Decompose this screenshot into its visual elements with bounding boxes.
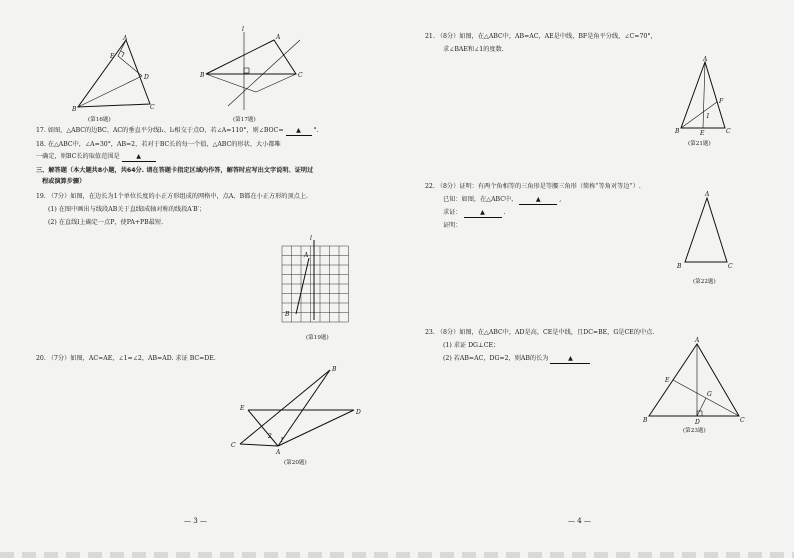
page-number: — 3 — (184, 517, 207, 525)
question-23-part2: (2) 若AB=AC，DG=2，则AB的长为 ▲ (443, 355, 590, 364)
question-18-line2: 一确定，则BC长的取值范围是 ▲ (36, 153, 156, 162)
figure-20 (228, 366, 368, 456)
fig21-caption: (第21题) (688, 141, 711, 147)
figure-16 (60, 32, 170, 112)
question-20: 20. （7分）如图，AC=AE，∠1=∠2，AB=AD. 求证 BC=DE. (36, 355, 216, 362)
page-number: — 4 — (568, 517, 591, 525)
svg-text:G: G (707, 391, 712, 398)
svg-text:B: B (72, 106, 77, 113)
question-19-part1: (1) 在图中画出与线段AB关于直线l成轴对称的线段A′B′； (48, 206, 206, 213)
svg-text:E: E (700, 130, 705, 137)
svg-text:B: B (332, 366, 337, 373)
svg-text:1: 1 (280, 437, 284, 444)
svg-text:D: D (695, 419, 700, 426)
svg-text:l: l (310, 235, 312, 242)
svg-text:C: C (298, 72, 303, 79)
figure-17 (198, 26, 318, 115)
svg-text:D: D (144, 74, 149, 81)
svg-text:B: B (285, 311, 290, 318)
answer-blank[interactable]: ▲ (122, 153, 156, 162)
svg-text:C: C (726, 128, 731, 135)
question-17: 17. 如图，△ABC的边BC、AC的垂直平分线l₁、l₂相交于点O，若∠A=110°，则∠BOC= ▲ °. (36, 127, 319, 134)
svg-text:A: A (703, 56, 708, 63)
figure-22 (677, 190, 747, 272)
fig16-caption: (第16题) (88, 117, 111, 123)
answer-blank[interactable]: ▲ (286, 127, 312, 136)
answer-blank[interactable]: ▲ (519, 196, 557, 205)
svg-text:F: F (719, 98, 724, 105)
svg-text:C: C (740, 417, 745, 424)
question-22-prove: 求证： ▲ . (443, 209, 506, 216)
svg-text:E: E (240, 405, 245, 412)
fig22-caption: (第22题) (693, 279, 716, 285)
svg-text:E: E (665, 377, 670, 384)
svg-text:A: A (705, 191, 710, 198)
fig20-caption: (第20题) (284, 460, 307, 466)
answer-blank[interactable]: ▲ (464, 209, 502, 218)
question-18-line1: 18. 在△ABC中，∠A=30°，AB=2，若对于BC长的每一个值，△ABC的形状、大小都唯 (36, 141, 281, 148)
question-22: 22. （8分）证明：有两个角相等的三角形是等腰三角形（简称“等角对等边”）. (425, 183, 641, 190)
svg-text:C: C (150, 104, 155, 111)
answer-blank[interactable]: ▲ (550, 355, 590, 364)
question-22-proof: 证明： (443, 222, 462, 229)
question-23: 23. （8分）如图，在△ABC中，AD是高，CE是中线，且DC=BE，G是CE的中点. (425, 329, 655, 336)
question-19-part2: (2) 在直线l上确定一点P，使PA+PB最短. (48, 219, 164, 226)
svg-text:A: A (123, 35, 128, 42)
svg-text:D: D (356, 409, 361, 416)
svg-text:A: A (695, 337, 700, 344)
figure-21 (673, 56, 743, 136)
svg-text:B: B (675, 128, 680, 135)
svg-text:l: l (242, 26, 244, 33)
svg-text:A: A (276, 449, 281, 456)
svg-text:C: C (728, 263, 733, 270)
svg-text:A: A (276, 34, 281, 41)
svg-text:B: B (200, 72, 205, 79)
fig17-caption: (第17题) (233, 117, 256, 123)
svg-text:B: B (677, 263, 682, 270)
svg-text:B: B (643, 417, 648, 424)
svg-text:C: C (231, 442, 236, 449)
svg-text:2: 2 (268, 433, 272, 440)
fig23-caption: (第23题) (683, 428, 706, 434)
figure-19 (276, 236, 366, 326)
section-3-header-cont: 程或演算步骤） (42, 178, 86, 185)
svg-text:A: A (304, 252, 309, 259)
question-23-part1: (1) 求证 DG⊥CE； (443, 342, 500, 349)
fig19-caption: (第19题) (306, 335, 329, 341)
question-21: 21. （8分）如图，在△ABC中，AB=AC，AE是中线，BF是角平分线，∠C=70°， (425, 33, 657, 40)
question-19: 19. （7分）如图，在边长为1个单位长度的小正方形组成的网格中，点A、B都在小正方形的顶点上. (36, 193, 308, 200)
svg-text:1: 1 (706, 113, 710, 120)
svg-text:E: E (110, 53, 115, 60)
figure-23 (643, 336, 753, 426)
question-22-given: 已知：如图，在△ABC中， ▲ , (443, 196, 562, 203)
section-3-header: 三、解答题（本大题共8小题，共64分. 请在答题卡指定区域内作答，解答时应写出文字说明、证明过 (36, 167, 314, 174)
scan-edge-bar (0, 552, 794, 558)
question-21-line2: 求∠BAE和∠1的度数. (443, 46, 504, 53)
page-4 (397, 0, 794, 558)
